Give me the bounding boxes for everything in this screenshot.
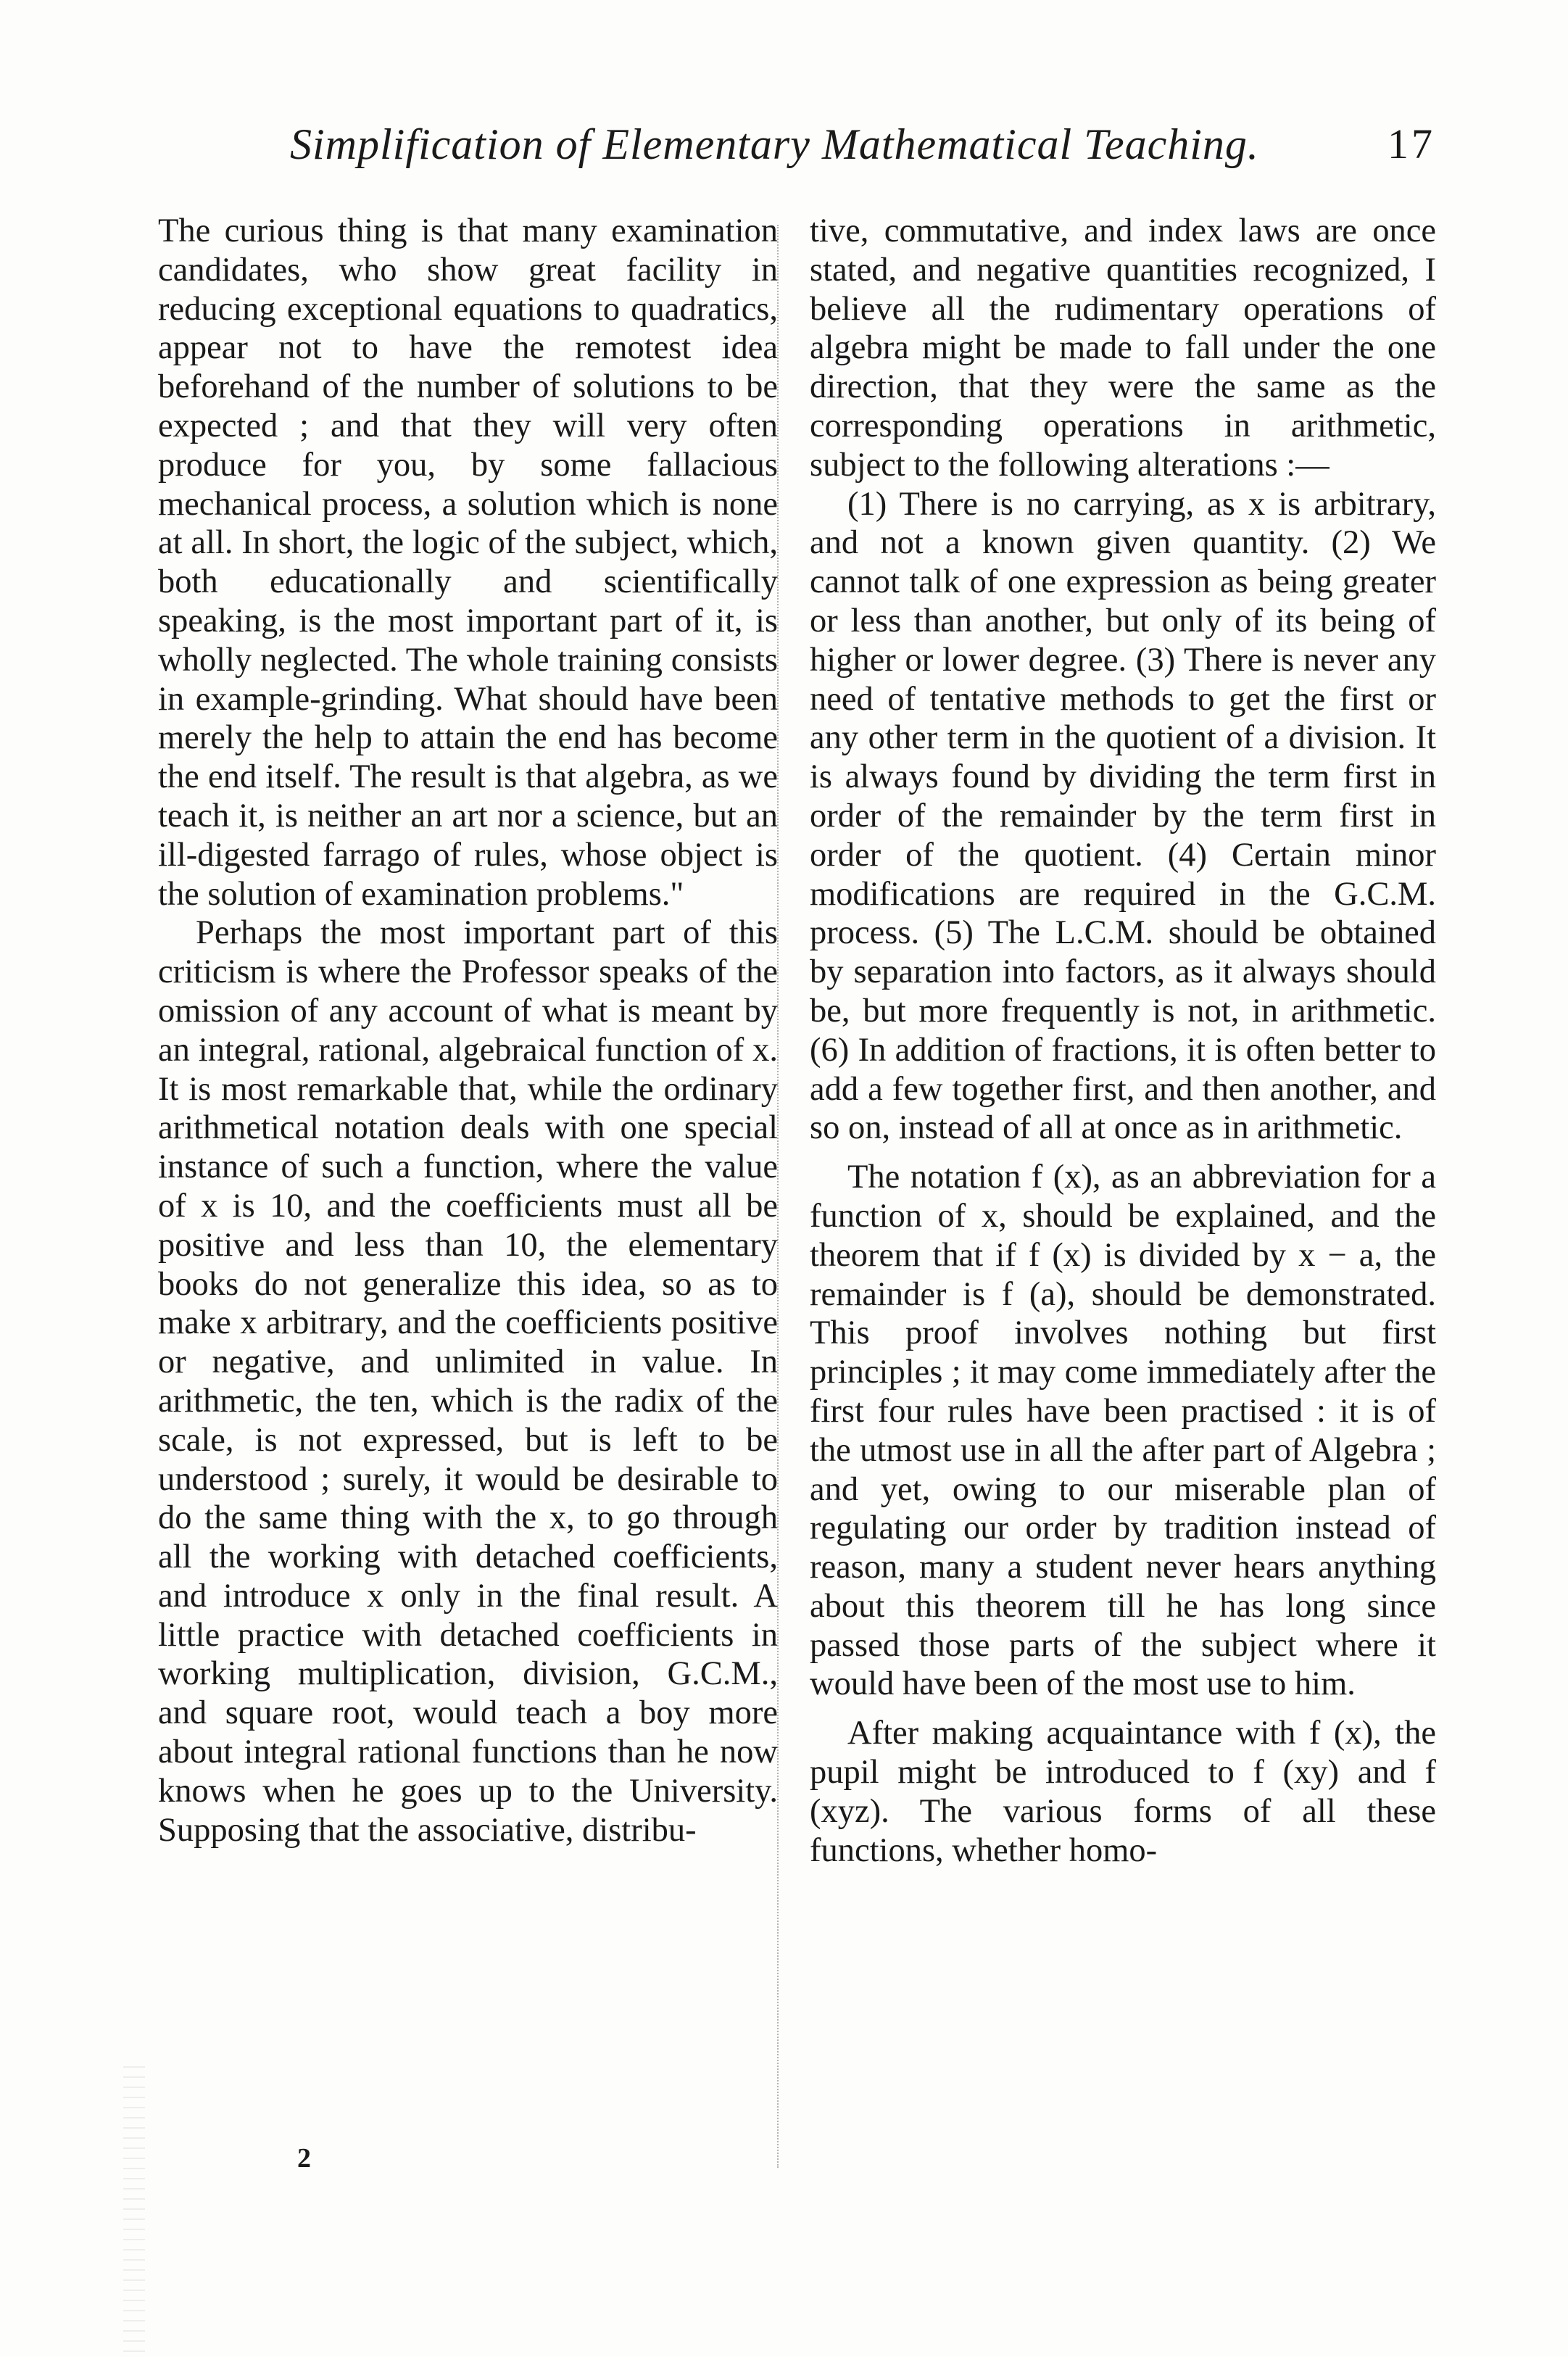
column-divider <box>777 225 780 2168</box>
paragraph: The notation f (x), as an abbreviation for a function of x, should be explained, and the theorem that if f (x) is divided by x − a, the remainder is f (a), should be demonstrated. This proof involves nothing but first principles ; it may come immediately after the first four rules have been practised : it is of the utmost use in all the after part of Algebra ; and yet, owing to our miserable plan of regulating our order by tradition instead of reason, many a student never hears anything about this theorem till he has long since passed those parts of the subject where it would have been of the most use to him. <box>810 1159 1436 1703</box>
paragraph: After making acquaintance with f (x), the pupil might be introduced to f (xy) and f (xyz). The various forms of all these functions, whether homo- <box>810 1715 1436 1869</box>
right-column <box>810 212 1436 1870</box>
left-column <box>158 212 778 1849</box>
page-number: 17 <box>1387 120 1435 167</box>
paragraph: Perhaps the most important part of this criticism is where the Professor speaks of the omission of any account of what is meant by an integral, rational, algebraical function of x. It is most remarkable that, while the ordinary arithmetical notation deals with one special instance of such a function, where the value of x is 10, and the coefficients must all be positive and less than 10, the elementary books do not generalize this idea, so as to make x arbitrary, and the coefficients positive or negative, and unlimited in value. In arithmetic, the ten, which is the radix of the scale, is not expressed, but is left to be understood ; surely, it would be desirable to do the same thing with the x, to go through all the working with detached coefficients, and introduce x only in the final result. A little practice with detached coefficients in working multiplication, division, G.C.M., and square root, would teach a boy more about integral rational functions than he now knows when he goes up to the University. Supposing that the associative, distribu- <box>158 914 778 1849</box>
paragraph: The curious thing is that many examination candidates, who show great facility in reducing exceptional equations to quadratics, appear not to have the remotest idea beforehand of the number of solutions to be expected ; and that they will very often produce for you, by some fallacious mechanical process, a solution which is none at all. In short, the logic of the subject, which, both educationally and scientifically speaking, is the most important part of it, is wholly neglected. The whole training consists in example-grinding. What should have been merely the help to attain the end has become the end itself. The result is that algebra, as we teach it, is neither an art nor a science, but an ill-digested farrago of rules, whose object is the solution of examination problems." <box>158 212 778 913</box>
paragraph: tive, commutative, and index laws are once stated, and negative quantities recognized, I believe all the rudimentary operations of algebra might be made to fall under the one direction, that they were the same as the corresponding operations in arithmetic, subject to the following alterations :— <box>810 212 1436 484</box>
signature-mark: 2 <box>297 2143 311 2174</box>
paragraph: (1) There is no carrying, as x is arbitrary, and not a known given quantity. (2) We cannot talk of one expression as being greater or less than another, but only of its being of higher or lower degree. (3) There is never any need of tentative methods to get the first or any other term in the quotient of a division. It is always found by dividing the term first in order of the remainder by the term first in order of the quotient. (4) Certain minor modifications are required in the G.C.M. process. (5) The L.C.M. should be obtained by separation into factors, as it always should be, but more frequently is not, in arithmetic. (6) In addition of fractions, it is often better to add a few together first, and then another, and so on, instead of all at once as in arithmetic. <box>810 485 1436 1147</box>
running-title: Simplification of Elementary Mathematical Teaching. <box>290 120 1259 168</box>
page-edge-speckle <box>123 2066 145 2356</box>
running-head <box>290 120 1435 178</box>
